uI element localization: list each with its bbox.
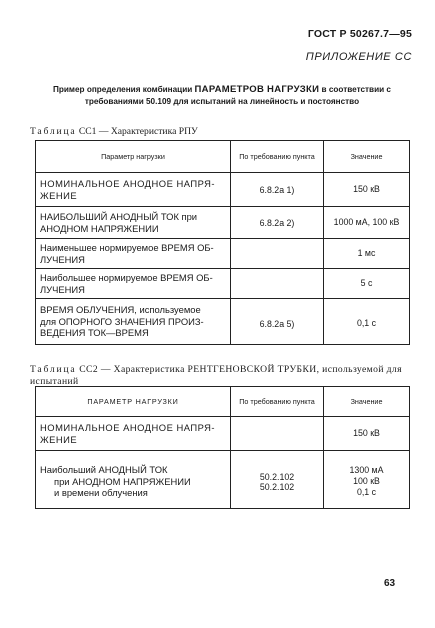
table2-row2-value xyxy=(324,451,410,509)
table2-header-param: ПАРАМЕТР НАГРУЗКИ xyxy=(36,387,231,417)
table2-header-row xyxy=(36,387,410,417)
table1-row3-ref xyxy=(231,239,324,269)
table1-caption-rest: СС1 — Характеристика РПУ xyxy=(76,126,198,137)
table2-header-value: Значение xyxy=(324,387,410,417)
table1-header-ref: По требованию пункта xyxy=(231,141,324,173)
table2-row1-param-line1: НОМИНАЛЬНОЕ АНОДНОЕ НАПРЯ- xyxy=(40,422,216,433)
table1-row5-param-line1: ВРЕМЯ ОБЛУЧЕНИЯ, используемое xyxy=(40,304,201,316)
table1-caption-label: Таблица xyxy=(30,126,77,137)
table1-row4-param xyxy=(36,269,231,299)
table1-row3-param-line1: Наименьшее нормируемое ВРЕМЯ ОБ- xyxy=(40,242,214,253)
table1-row5-param xyxy=(36,299,231,345)
table-row xyxy=(36,207,410,239)
heading-part2: ПАРАМЕТРОВ НАГРУЗКИ xyxy=(194,84,320,95)
table1-row3-param-line2: ЛУЧЕНИЯ xyxy=(40,253,85,265)
heading-part1: Пример определения комбинации xyxy=(53,85,195,94)
table1-row1-value: 150 кВ xyxy=(324,173,410,207)
table2-caption-rest: СС2 — Характеристика РЕНТГЕНОВСКОЙ ТРУБКИ, используемой для испытаний xyxy=(30,364,402,387)
table2-row2-value-line3: 0,1 с xyxy=(356,487,377,497)
table1-row2-param xyxy=(36,207,231,239)
table1-row5-param-line2: для ОПОРНОГО ЗНАЧЕНИЯ ПРОИЗ- xyxy=(40,315,204,327)
table2-row2-ref xyxy=(231,451,324,509)
table2-row2-param-line2: при АНОДНОМ НАПРЯЖЕНИИ xyxy=(54,475,191,487)
table2-row2-ref-line1: 50.2.102 xyxy=(259,471,295,482)
table1-header-value: Значение xyxy=(324,141,410,173)
table-row xyxy=(36,269,410,299)
table1-header-row xyxy=(36,141,410,173)
table2-caption xyxy=(30,364,420,388)
table2-caption-label: Таблица xyxy=(30,364,77,375)
table2-row2-value-line1: 1300 мА xyxy=(349,465,384,475)
table1-row2-ref: 6.8.2а 2) xyxy=(231,207,324,239)
table-row xyxy=(36,239,410,269)
table1 xyxy=(35,140,410,345)
table2-row1-ref xyxy=(231,417,324,451)
table2-row2-param xyxy=(36,451,231,509)
table1-row2-value: 1000 мА, 100 кВ xyxy=(324,207,410,239)
table1-row5-param-line3: ВЕДЕНИЯ ТОК—ВРЕМЯ xyxy=(40,327,149,339)
table1-caption xyxy=(30,126,198,137)
table2-row1-param-line2: ЖЕНИЕ xyxy=(40,433,78,445)
heading-line2: требованиями 50.109 для испытаний на линейность и постоянство xyxy=(84,97,360,106)
table-row xyxy=(36,173,410,207)
table1-row4-value: 5 с xyxy=(324,269,410,299)
annex-title: ПРИЛОЖЕНИЕ СС xyxy=(305,51,412,63)
table2-header-ref: По требованию пункта xyxy=(231,387,324,417)
table2-row1-value: 150 кВ xyxy=(324,417,410,451)
table1-row2-param-line2: АНОДНОМ НАПРЯЖЕНИИ xyxy=(40,222,159,234)
table1-row4-ref xyxy=(231,269,324,299)
standard-code: ГОСТ Р 50267.7—95 xyxy=(307,28,412,40)
table1-row4-param-line1: Наибольшее нормируемое ВРЕМЯ ОБ- xyxy=(40,272,213,283)
table-row xyxy=(36,451,410,509)
table1-row4-param-line2: ЛУЧЕНИЯ xyxy=(40,283,85,295)
page-number: 63 xyxy=(384,578,396,589)
table1-row5-ref: 6.8.2а 5) xyxy=(231,299,324,345)
table2-row2-param-line3: и времени облучения xyxy=(54,487,148,499)
table2-row2-value-line2: 100 кВ xyxy=(353,476,380,486)
table1-row1-ref: 6.8.2а 1) xyxy=(231,173,324,207)
table2-row1-param xyxy=(36,417,231,451)
table1-row3-value: 1 мс xyxy=(324,239,410,269)
table2-row2-param-line1: Наибольший АНОДНЫЙ ТОК xyxy=(40,464,168,476)
table1-row1-param xyxy=(36,173,231,207)
table1-header-param: Параметр нагрузки xyxy=(36,141,231,173)
table1-row3-param xyxy=(36,239,231,269)
example-heading xyxy=(28,84,416,108)
table1-row5-value: 0,1 с xyxy=(324,299,410,345)
table-row xyxy=(36,417,410,451)
table1-row1-param-line1: НОМИНАЛЬНОЕ АНОДНОЕ НАПРЯ- xyxy=(40,178,216,189)
table2 xyxy=(35,386,410,509)
table-row xyxy=(36,299,410,345)
table1-row1-param-line2: ЖЕНИЕ xyxy=(40,189,78,201)
heading-part3: в соответствии с xyxy=(319,85,391,94)
table2-row2-ref-line2: 50.2.102 xyxy=(259,481,295,492)
table1-row2-param-line1: НАИБОЛЬШИЙ АНОДНЫЙ ТОК при xyxy=(40,211,198,222)
